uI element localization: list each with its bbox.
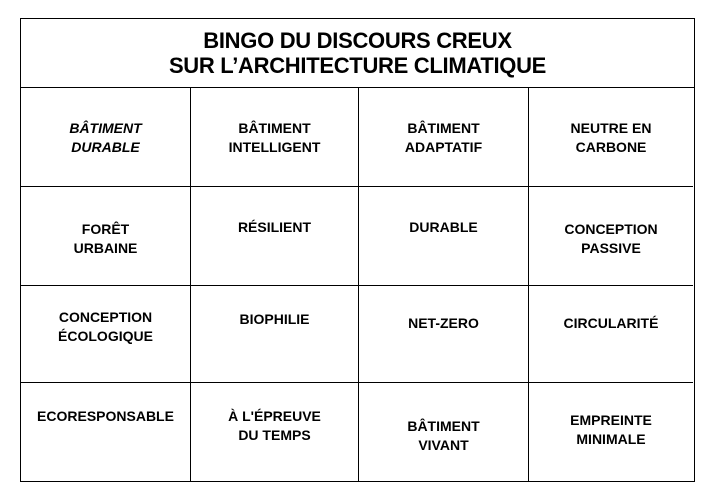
bingo-card <box>20 18 695 482</box>
title-line-2: SUR L’ARCHITECTURE CLIMATIQUE <box>168 53 547 78</box>
bingo-cell-r0-c3: NEUTRE EN CARBONE <box>529 88 693 187</box>
bingo-cell-r2-c3: CIRCULARITÉ <box>529 286 693 383</box>
bingo-cell-r2-c0: CONCEPTION ÉCOLOGIQUE <box>21 286 191 383</box>
bingo-cell-r0-c1: BÂTIMENT INTELLIGENT <box>191 88 359 187</box>
bingo-cell-r1-c1: RÉSILIENT <box>191 187 359 286</box>
bingo-cell-r1-c0: FORÊT URBAINE <box>21 187 191 286</box>
bingo-grid <box>21 88 694 481</box>
bingo-cell-r3-c0: ECORESPONSABLE <box>21 383 191 481</box>
bingo-cell-r1-c3: CONCEPTION PASSIVE <box>529 187 693 286</box>
bingo-title <box>21 19 694 88</box>
bingo-cell-r0-c2: BÂTIMENT ADAPTATIF <box>359 88 529 187</box>
title-line-1: BINGO DU DISCOURS CREUX <box>203 28 512 53</box>
bingo-cell-r3-c2: BÂTIMENT VIVANT <box>359 383 529 481</box>
bingo-cell-r1-c2: DURABLE <box>359 187 529 286</box>
bingo-cell-r3-c3: EMPREINTE MINIMALE <box>570 412 652 447</box>
bingo-cell-r3-c1: À L'ÉPREUVE DU TEMPS <box>191 383 359 481</box>
bingo-cell-r2-c2: NET-ZERO <box>359 286 529 383</box>
bingo-cell-r0-c0: BÂTIMENT DURABLE <box>21 88 191 187</box>
bingo-cell-r2-c1: BIOPHILIE <box>191 286 359 383</box>
